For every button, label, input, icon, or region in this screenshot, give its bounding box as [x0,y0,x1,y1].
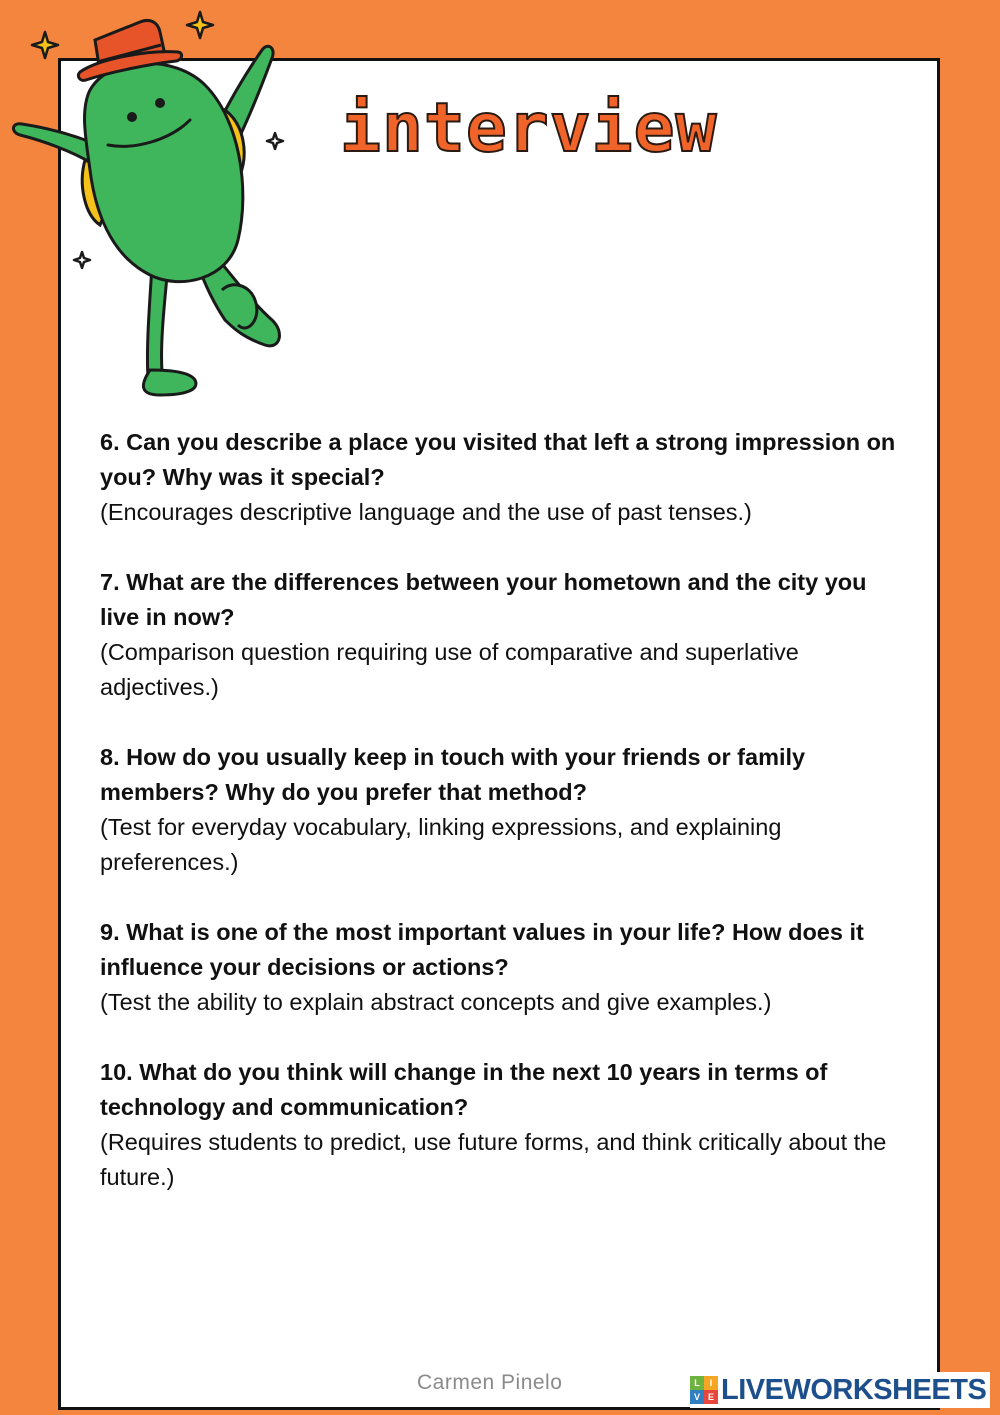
logo-letter: L [690,1376,704,1390]
question-text: 10. What do you think will change in the next 10 years in terms of technology and communication? [100,1059,828,1120]
question-note: (Requires students to predict, use future forms, and think critically about the future.) [100,1129,887,1190]
question-item-6 [100,425,900,530]
question-note: (Test for everyday vocabulary, linking expressions, and explaining preferences.) [100,814,782,875]
question-text: 8. How do you usually keep in touch with your friends or family members? Why do you prefer that method? [100,744,806,805]
question-note: (Encourages descriptive language and the use of past tenses.) [100,499,752,525]
worksheet-title: interview [340,89,718,168]
question-item-9 [100,915,900,1020]
question-list [100,425,900,1230]
logo-letter: E [704,1390,718,1404]
question-item-8 [100,740,900,880]
author-credit: Carmen Pinelo [417,1371,563,1394]
logo-letter: I [704,1376,718,1390]
question-text: 7. What are the differences between your hometown and the city you live in now? [100,569,867,630]
question-note: (Test the ability to explain abstract concepts and give examples.) [100,989,772,1015]
logo-letter: V [690,1390,704,1404]
question-item-10 [100,1055,900,1195]
question-text: 9. What is one of the most important values in your life? How does it influence your decisions or actions? [100,919,864,980]
question-item-7 [100,565,900,705]
liveworksheets-logo-icon [690,1376,718,1404]
smiling-bean-character-icon [0,0,300,410]
liveworksheets-logo-link[interactable] [690,1372,990,1408]
question-text: 6. Can you describe a place you visited that left a strong impression on you? Why was it special? [100,429,896,490]
liveworksheets-brand-name: LIVEWORKSHEETS [721,1373,987,1406]
question-note: (Comparison question requiring use of comparative and superlative adjectives.) [100,639,799,700]
